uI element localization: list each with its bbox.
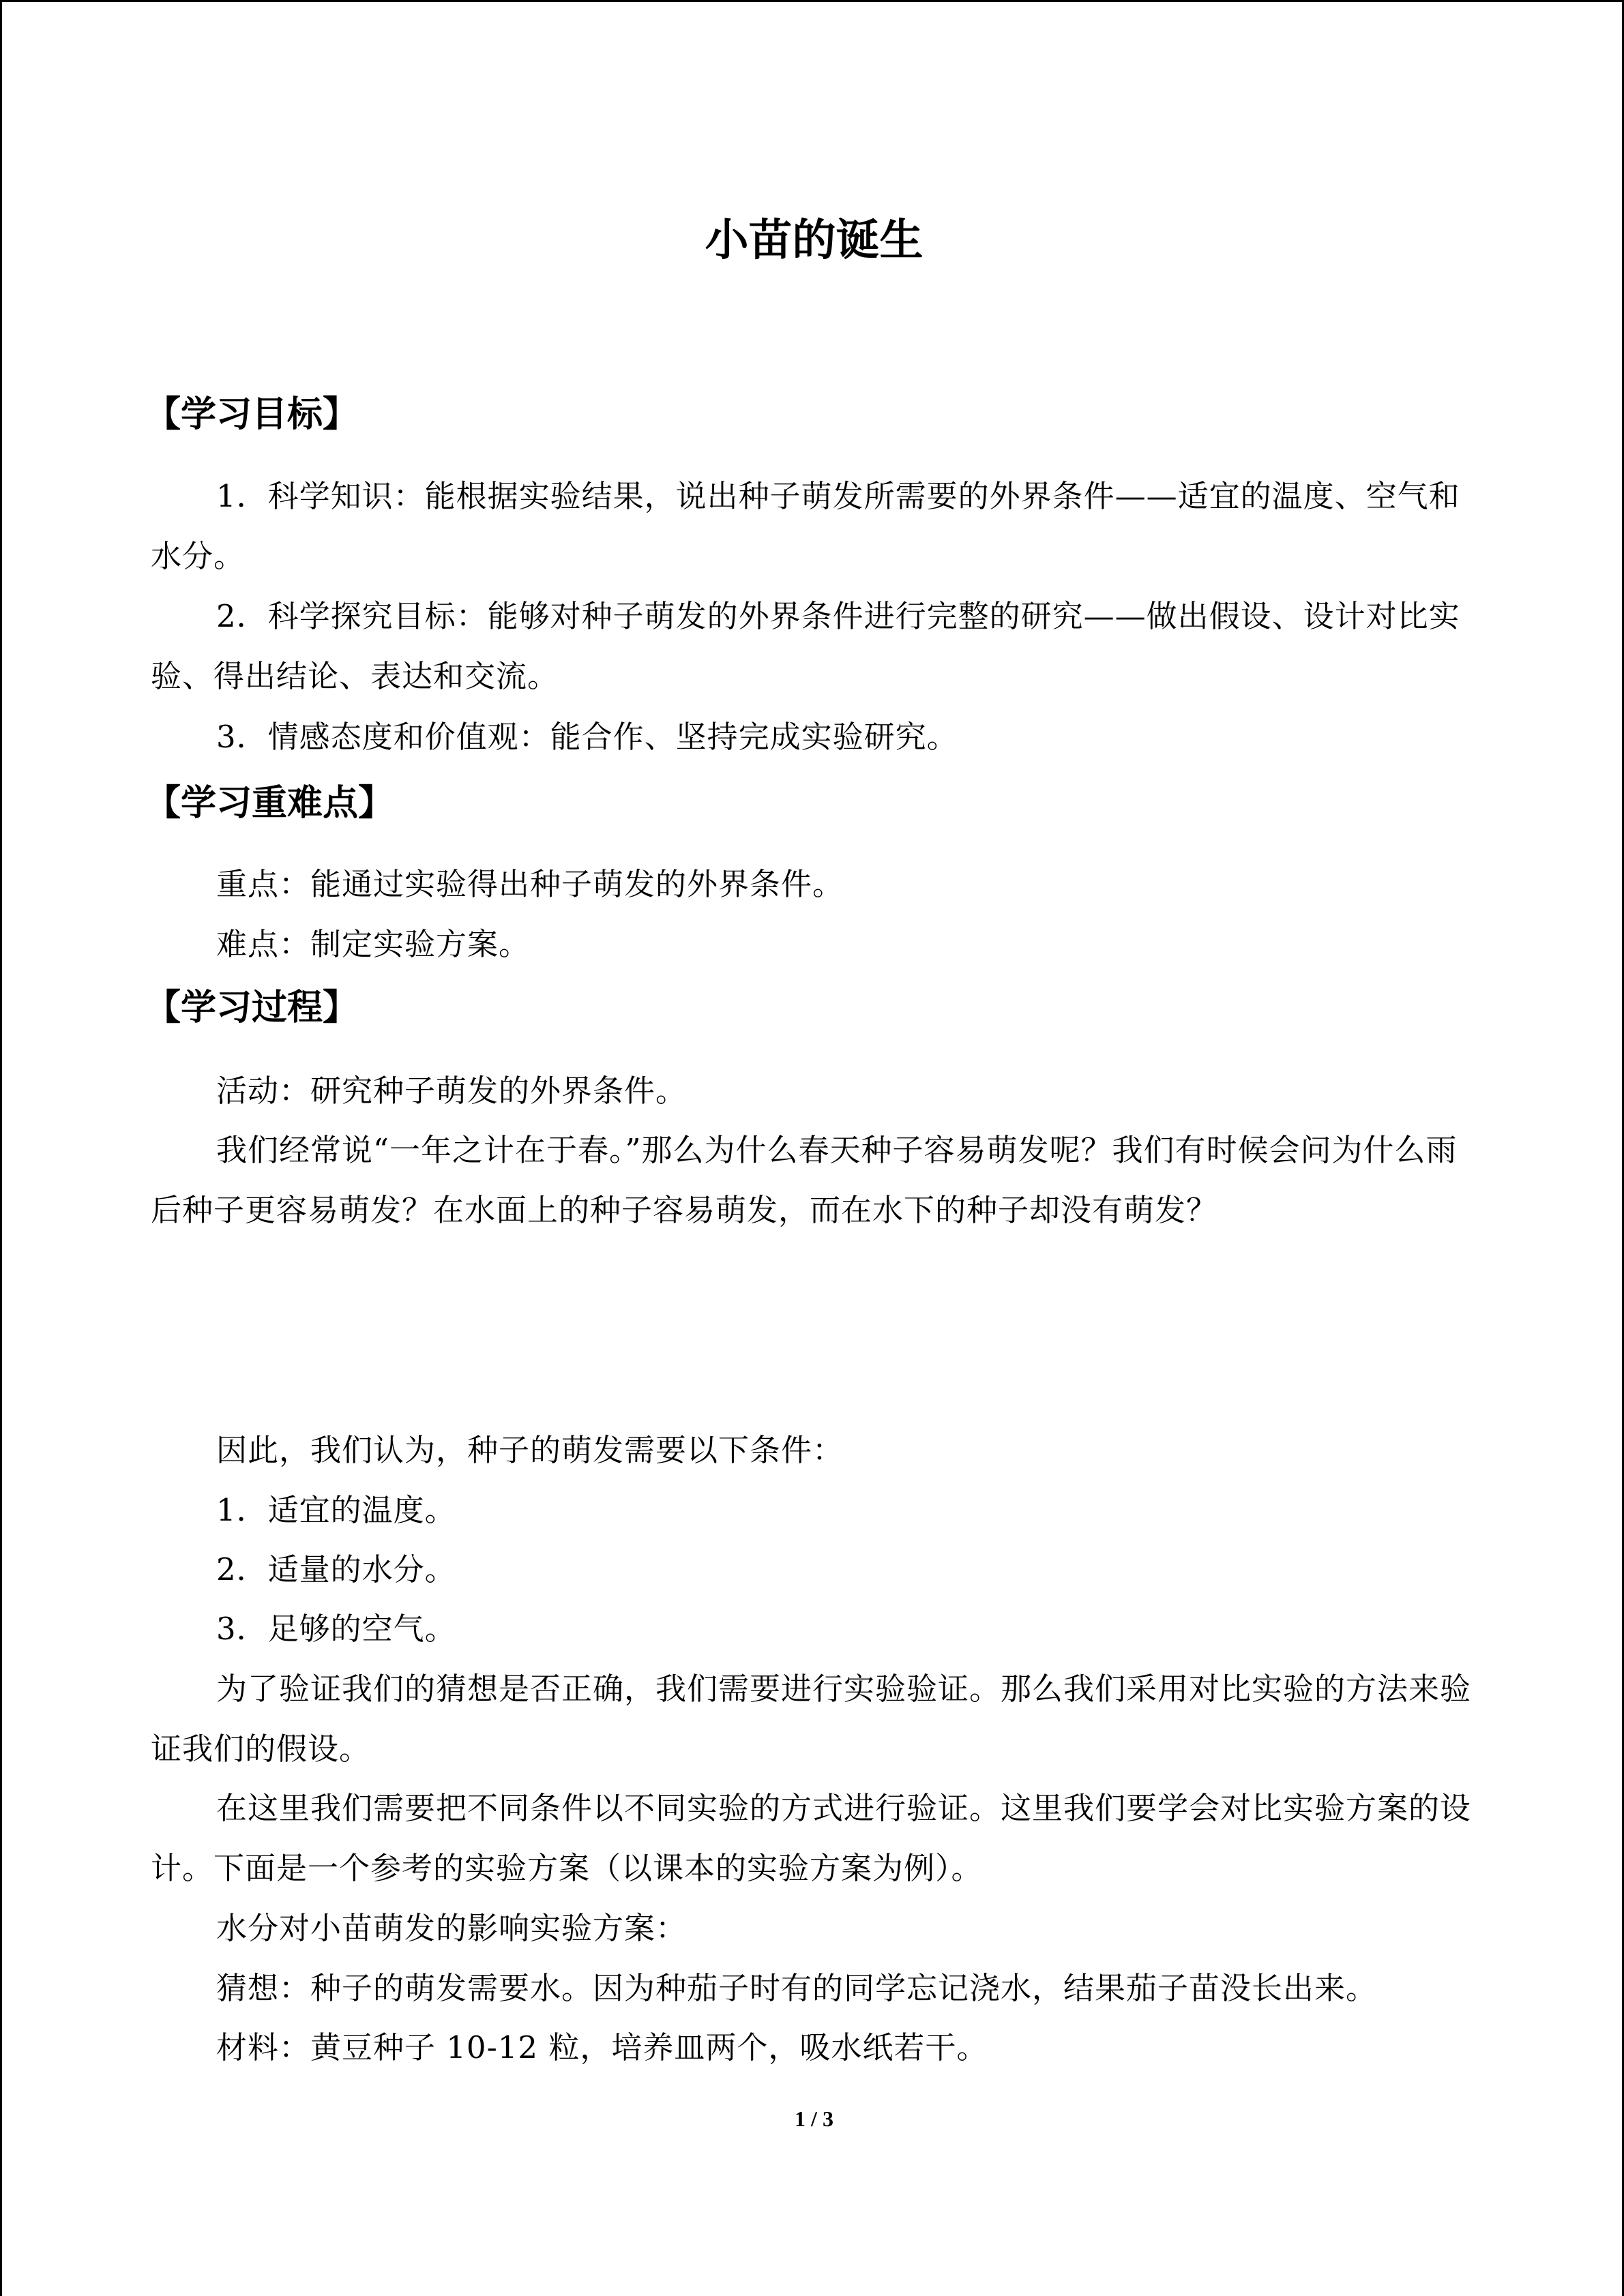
objective-item-3: 3．情感态度和价值观：能合作、坚持完成实验研究。 [216, 719, 958, 755]
intro-paragraph: 我们经常说“一年之计在于春。”那么为什么春天种子容易萌发呢？我们有时候会问为什么雨后种子更容易萌发？在水面上的种子容易萌发，而在水下的种子却没有萌发？ [151, 1132, 1458, 1228]
conclusion-line: 因此，我们认为，种子的萌发需要以下条件： [216, 1432, 844, 1468]
materials-line: 材料：黄豆种子 10-12 粒，培养皿两个，吸水纸若干。 [216, 2029, 988, 2066]
heading-learning-process: 【学习过程】 [145, 987, 359, 1028]
condition-item-2: 2．适量的水分。 [216, 1551, 456, 1587]
objective-item-1: 1．科学知识：能根据实验结果，说出种子萌发所需要的外界条件——适宜的温度、空气和水分。 [151, 478, 1460, 574]
activity-line: 活动：研究种子萌发的外界条件。 [216, 1073, 688, 1109]
page-number: 1 / 3 [795, 2106, 833, 2131]
hypothesis-line: 猜想：种子的萌发需要水。因为种茄子时有的同学忘记浇水，结果茄子苗没长出来。 [216, 1970, 1378, 2006]
design-paragraph: 在这里我们需要把不同条件以不同实验的方式进行验证。这里我们要学会对比实验方案的设计。下面是一个参考的实验方案（以课本的实验方案为例）。 [151, 1790, 1472, 1886]
difficulty-point: 难点：制定实验方案。 [216, 926, 531, 962]
plan-title: 水分对小苗萌发的影响实验方案： [216, 1910, 688, 1946]
heading-learning-objectives: 【学习目标】 [145, 394, 359, 435]
verify-paragraph: 为了验证我们的猜想是否正确，我们需要进行实验验证。那么我们采用对比实验的方法来验证我们的假设。 [151, 1671, 1472, 1767]
document-title: 小苗的诞生 [705, 215, 924, 266]
objective-item-2: 2．科学探究目标：能够对种子萌发的外界条件进行完整的研究——做出假设、设计对比实验、得出结论、表达和交流。 [151, 598, 1460, 694]
condition-item-1: 1．适宜的温度。 [216, 1492, 456, 1528]
heading-key-points: 【学习重难点】 [145, 783, 394, 824]
condition-item-3: 3．足够的空气。 [216, 1611, 456, 1647]
key-point: 重点：能通过实验得出种子萌发的外界条件。 [216, 866, 844, 902]
